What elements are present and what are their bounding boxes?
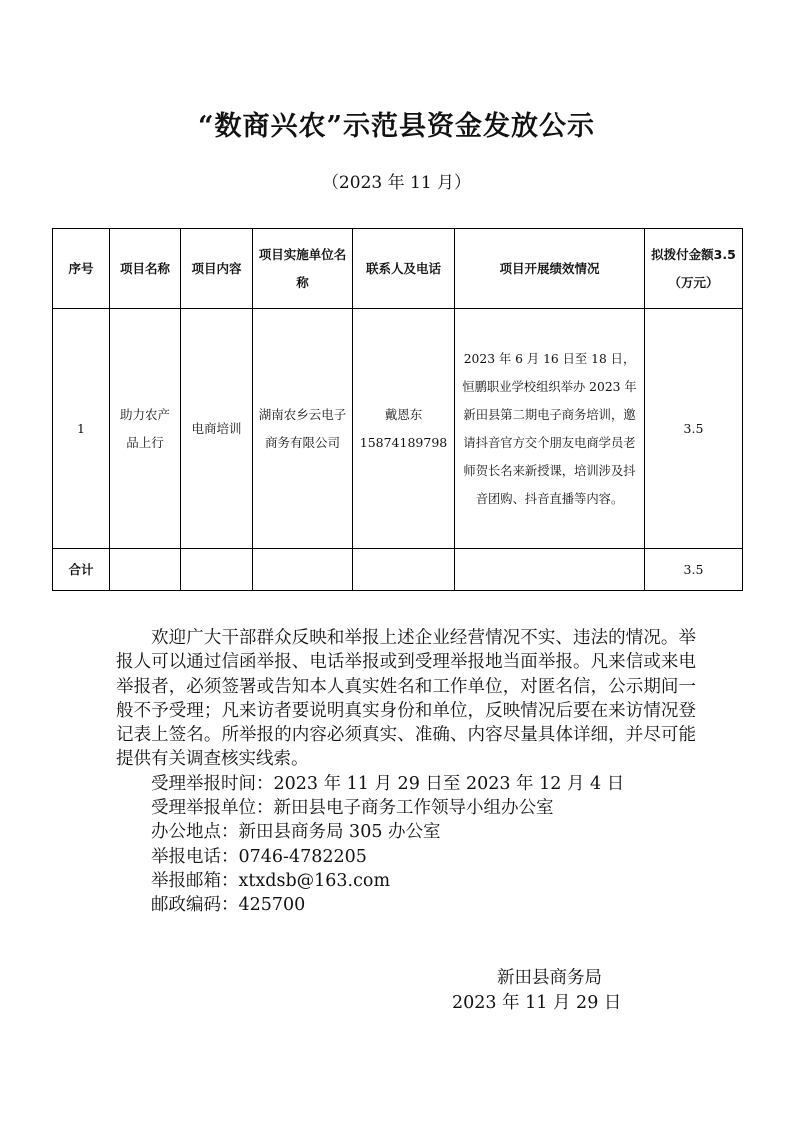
cell-index: 1 bbox=[53, 309, 110, 549]
signature-org: 新田县商务局 bbox=[497, 968, 602, 988]
contact-phone: 15874189798 bbox=[359, 434, 448, 450]
cell-name: 助力农产品上行 bbox=[110, 309, 181, 549]
header-amount: 拟拨付金额3.5（万元） bbox=[645, 229, 743, 309]
table-row bbox=[53, 309, 743, 549]
notice-time: 受理举报时间：2023 年 11 月 29 日至 2023 年 12 月 4 日 bbox=[151, 773, 625, 794]
page-subtitle: （2023 年 11 月） bbox=[321, 173, 472, 193]
fund-table bbox=[52, 228, 743, 591]
header-content: 项目内容 bbox=[181, 229, 253, 309]
cell-performance: 2023 年 6 月 16 日至 18 日，恒鹏职业学校组织举办 2023 年新田县第二期电子商务培训，邀请抖音官方交个朋友电商学员老师贺长名来新授课，培训涉及抖音团购、抖音直播等内容。 bbox=[455, 309, 645, 549]
cell-content: 电商培训 bbox=[181, 309, 253, 549]
header-contact: 联系人及电话 bbox=[353, 229, 455, 309]
notice-unit: 受理举报单位：新田县电子商务工作领导小组办公室 bbox=[151, 798, 554, 819]
total-label: 合计 bbox=[53, 549, 110, 591]
cell-contact bbox=[353, 309, 455, 549]
cell-amount: 3.5 bbox=[645, 309, 743, 549]
total-amount: 3.5 bbox=[645, 549, 743, 591]
total-empty-1 bbox=[110, 549, 181, 591]
notice-address: 办公地点：新田县商务局 305 办公室 bbox=[151, 822, 441, 843]
header-performance: 项目开展绩效情况 bbox=[455, 229, 645, 309]
signature-date: 2023 年 11 月 29 日 bbox=[452, 993, 622, 1013]
header-name: 项目名称 bbox=[110, 229, 181, 309]
total-empty-4 bbox=[353, 549, 455, 591]
table-total-row bbox=[53, 549, 743, 591]
contact-name: 戴恩东 bbox=[384, 406, 423, 422]
notice-email: 举报邮箱：xtxdsb@163.com bbox=[151, 870, 391, 891]
notice-section bbox=[116, 626, 696, 918]
notice-phone: 举报电话：0746-4782205 bbox=[151, 846, 367, 867]
page-title: “数商兴农”示范县资金发放公示 bbox=[197, 111, 596, 142]
total-empty-5 bbox=[455, 549, 645, 591]
notice-postcode: 邮政编码：425700 bbox=[151, 895, 306, 916]
notice-paragraph: 欢迎广大干部群众反映和举报上述企业经营情况不实、违法的情况。举报人可以通过信函举报、电话举报或到受理举报地当面举报。凡来信或来电举报者，必须签署或告知本人真实姓名和工作单位，对匿名信，公示期间一般不予受理；凡来访者要说明真实身份和单位，反映情况后要在来访情况登记表上签名。所举报的内容必须真实、准确、内容尽量具体详细，并尽可能提供有关调查核实线索。 bbox=[116, 628, 696, 770]
header-unit: 项目实施单位名称 bbox=[253, 229, 353, 309]
total-empty-2 bbox=[181, 549, 253, 591]
total-empty-3 bbox=[253, 549, 353, 591]
table-header-row bbox=[53, 229, 743, 309]
cell-unit: 湖南农乡云电子商务有限公司 bbox=[253, 309, 353, 549]
header-index: 序号 bbox=[53, 229, 110, 309]
